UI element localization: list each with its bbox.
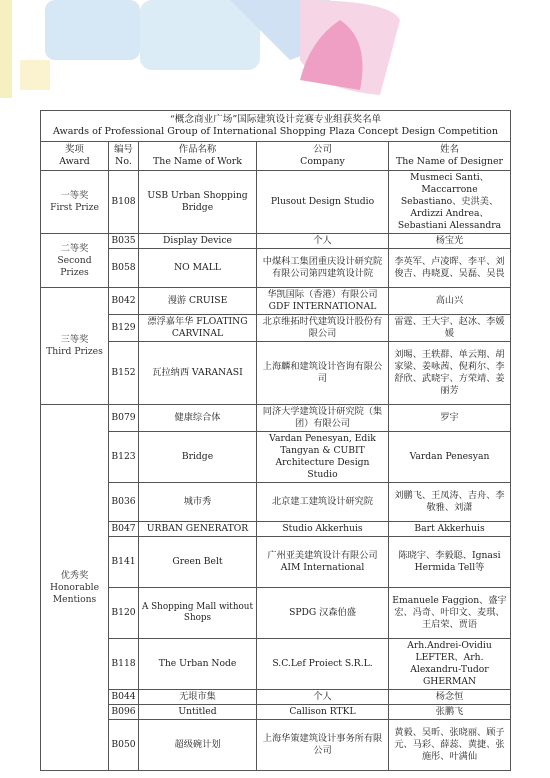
entry-work: Display Device — [139, 234, 257, 249]
header-work-en: The Name of Work — [153, 156, 242, 167]
table-row — [41, 249, 511, 288]
entry-no: B079 — [109, 405, 139, 432]
entry-work: 健康综合体 — [139, 405, 257, 432]
table-row — [41, 588, 511, 639]
header-company-cn: 公司 — [313, 144, 332, 155]
entry-designer: 刘晹、王轶群、单云翔、胡家梁、姜咏茜、倪莉尔、李舒欣、武晓宇、方荣靖、姜丽芳 — [389, 342, 511, 405]
entry-company: 个人 — [257, 690, 389, 705]
entry-company: Plusout Design Studio — [257, 171, 389, 234]
header-no-cn: 编号 — [114, 144, 133, 155]
table-row — [41, 522, 511, 537]
entry-no: B058 — [109, 249, 139, 288]
entry-no: B044 — [109, 690, 139, 705]
entry-no: B120 — [109, 588, 139, 639]
table-row — [41, 705, 511, 720]
header-designer-cn: 姓名 — [440, 144, 459, 155]
entry-no: B050 — [109, 720, 139, 771]
entry-no: B129 — [109, 315, 139, 342]
header-work-cn: 作品名称 — [178, 144, 217, 155]
entry-no: B042 — [109, 288, 139, 315]
table-row — [41, 171, 511, 234]
entry-designer: Bart Akkerhuis — [389, 522, 511, 537]
table-row — [41, 639, 511, 690]
award-first-prize: 一等奖 First Prize — [41, 171, 109, 234]
entry-designer: 黄毅、吴昕、张晓丽、顾子元、马彩、薛蕊、黄捷、张施彤、叶满仙 — [389, 720, 511, 771]
table-title-en: Awards of Professional Group of International Shopping Plaza Concept Design Competition — [53, 126, 499, 137]
entry-work: Green Belt — [139, 537, 257, 588]
entry-company: Callison RTKL — [257, 705, 389, 720]
entry-work: USB Urban Shopping Bridge — [139, 171, 257, 234]
header-designer-en: The Name of Designer — [395, 156, 504, 167]
header-award-cn: 奖项 — [65, 144, 84, 155]
entry-no: B152 — [109, 342, 139, 405]
entry-work: 无垠市集 — [139, 690, 257, 705]
entry-designer: Arh.Andrei-Ovidiu LEFTER、Arh. Alexandru-Tudor GHERMAN — [389, 639, 511, 690]
entry-designer: Musmeci Santi、Maccarrone Sebastiano、史洪美、Ardizzi Andrea、Sebastiani Alessandra — [389, 171, 511, 234]
entry-no: B141 — [109, 537, 139, 588]
entry-designer: 刘鹏飞、王凤涛、吉舟、李敬雅、刘潇 — [389, 483, 511, 522]
entry-company: Studio Akkerhuis — [257, 522, 389, 537]
entry-designer: 高山兴 — [389, 288, 511, 315]
entry-designer: 杨念恒 — [389, 690, 511, 705]
entry-work: 瓦拉纳西 VARANASI — [139, 342, 257, 405]
entry-designer: Vardan Penesyan — [389, 432, 511, 483]
entry-designer: 雷霆、王大宇、赵冰、李媛媛 — [389, 315, 511, 342]
entry-company: 上海麟和建筑设计咨询有限公司 — [257, 342, 389, 405]
entry-work: A Shopping Mall without Shops — [139, 588, 257, 639]
header-no-en: No. — [115, 156, 132, 167]
award-honorable-mentions: 优秀奖 Honorable Mentions — [41, 405, 109, 771]
entry-company: S.C.Lef Proiect S.R.L. — [257, 639, 389, 690]
awards-table — [40, 110, 511, 771]
table-row — [41, 690, 511, 705]
table-row — [41, 342, 511, 405]
entry-company: 广州亚美建筑设计有限公司 AIM International — [257, 537, 389, 588]
entry-work: 漫游 CRUISE — [139, 288, 257, 315]
table-row — [41, 234, 511, 249]
entry-designer: 陈晓宇、李毅聪、Ignasi Hermida Tell等 — [389, 537, 511, 588]
entry-company: 中煤科工集团重庆设计研究院有限公司第四建筑设计院 — [257, 249, 389, 288]
header-award-en: Award — [59, 156, 90, 167]
entry-company: 北京建工建筑设计研究院 — [257, 483, 389, 522]
entry-company: SPDG 汉森伯盛 — [257, 588, 389, 639]
entry-work: The Urban Node — [139, 639, 257, 690]
table-title-cn: “概念商业广场”国际建筑设计竞赛专业组获奖名单 — [169, 114, 382, 125]
table-title-row — [41, 111, 511, 142]
entry-company: Vardan Penesyan, Edik Tangyan & CUBIT Architecture Design Studio — [257, 432, 389, 483]
entry-company: 同济大学建筑设计研究院（集团）有限公司 — [257, 405, 389, 432]
table-row — [41, 405, 511, 432]
entry-work: 城市秀 — [139, 483, 257, 522]
entry-company: 北京维拓时代建筑设计股份有限公司 — [257, 315, 389, 342]
table-row — [41, 288, 511, 315]
entry-work: Bridge — [139, 432, 257, 483]
entry-work: 超级碗计划 — [139, 720, 257, 771]
header-company-en: Company — [300, 156, 345, 167]
awards-table-container — [40, 110, 510, 771]
entry-work: NO MALL — [139, 249, 257, 288]
entry-no: B108 — [109, 171, 139, 234]
table-header-row — [41, 142, 511, 171]
table-row — [41, 483, 511, 522]
entry-designer: 张鹏飞 — [389, 705, 511, 720]
entry-no: B035 — [109, 234, 139, 249]
entry-company: 个人 — [257, 234, 389, 249]
entry-work: 漂浮嘉年华 FLOATING CARVINAL — [139, 315, 257, 342]
entry-designer: 罗宇 — [389, 405, 511, 432]
award-second-prizes: 二等奖 Second Prizes — [41, 234, 109, 288]
table-row — [41, 537, 511, 588]
entry-designer: 李英军、卢凌晖、李平、刘俊吉、冉晓夏、吴磊、吴畏 — [389, 249, 511, 288]
entry-no: B118 — [109, 639, 139, 690]
entry-no: B047 — [109, 522, 139, 537]
award-third-prizes: 三等奖 Third Prizes — [41, 288, 109, 405]
table-row — [41, 315, 511, 342]
entry-no: B036 — [109, 483, 139, 522]
watermark-logo — [0, 0, 550, 110]
entry-designer: 杨宝光 — [389, 234, 511, 249]
table-row — [41, 720, 511, 771]
entry-company: 上海华策建筑设计事务所有限公司 — [257, 720, 389, 771]
table-row — [41, 432, 511, 483]
entry-work: URBAN GENERATOR — [139, 522, 257, 537]
entry-no: B123 — [109, 432, 139, 483]
entry-no: B096 — [109, 705, 139, 720]
entry-designer: Emanuele Faggion、盛宇宏、冯奇、叶印文、麦琪、王启荣、贾语 — [389, 588, 511, 639]
entry-work: Untitled — [139, 705, 257, 720]
entry-company: 华凯国际（香港）有限公司 GDF INTERNATIONAL — [257, 288, 389, 315]
